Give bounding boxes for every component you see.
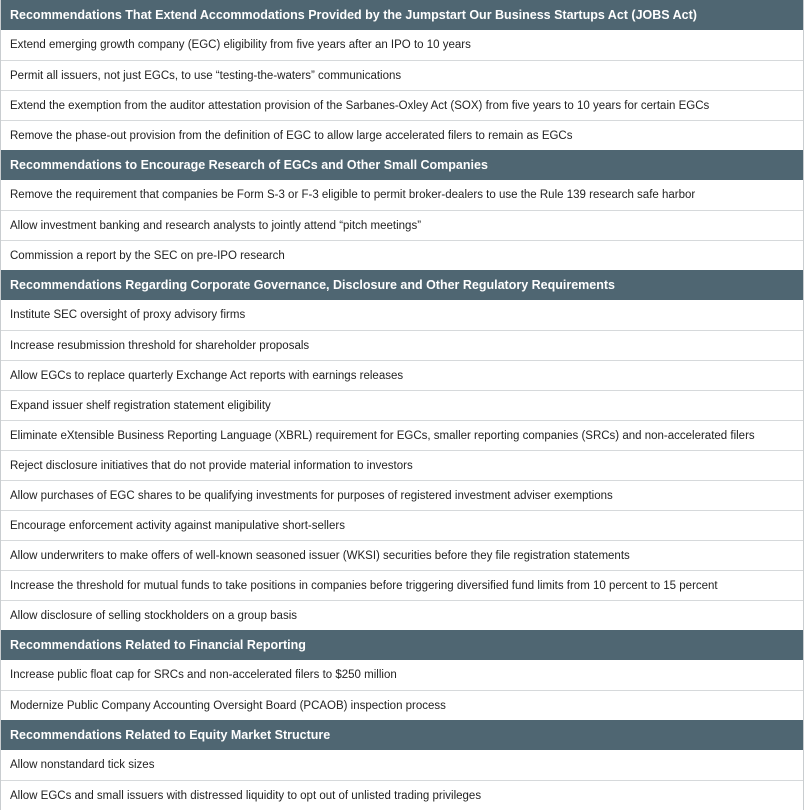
table-row: Allow underwriters to make offers of well-known seasoned issuer (WKSI) securities before they file registration statements <box>1 540 803 570</box>
section-header: Recommendations Related to Equity Market Structure <box>1 720 803 750</box>
table-row: Extend emerging growth company (EGC) eligibility from five years after an IPO to 10 years <box>1 30 803 60</box>
table-row: Permit all issuers, not just EGCs, to use “testing-the-waters” communications <box>1 60 803 90</box>
table-row: Reject disclosure initiatives that do not provide material information to investors <box>1 450 803 480</box>
section-header: Recommendations Regarding Corporate Governance, Disclosure and Other Regulatory Requirements <box>1 270 803 300</box>
table-row: Increase the threshold for mutual funds to take positions in companies before triggering diversified fund limits from 10 percent to 15 percent <box>1 570 803 600</box>
table-row: Commission a report by the SEC on pre-IPO research <box>1 240 803 270</box>
table-row: Allow investment banking and research analysts to jointly attend “pitch meetings” <box>1 210 803 240</box>
table-row: Eliminate eXtensible Business Reporting Language (XBRL) requirement for EGCs, smaller reporting companies (SRCs) and non-accelerated filers <box>1 420 803 450</box>
table-row: Modernize Public Company Accounting Oversight Board (PCAOB) inspection process <box>1 690 803 720</box>
table-row: Remove the requirement that companies be Form S-3 or F-3 eligible to permit broker-dealers to use the Rule 139 research safe harbor <box>1 180 803 210</box>
table-row: Encourage enforcement activity against manipulative short-sellers <box>1 510 803 540</box>
table-row: Extend the exemption from the auditor attestation provision of the Sarbanes-Oxley Act (SOX) from five years to 10 years for certain EGCs <box>1 90 803 120</box>
table-row: Remove the phase-out provision from the definition of EGC to allow large accelerated filers to remain as EGCs <box>1 120 803 150</box>
table-row: Allow EGCs and small issuers with distressed liquidity to opt out of unlisted trading privileges <box>1 780 803 810</box>
section-header: Recommendations to Encourage Research of EGCs and Other Small Companies <box>1 150 803 180</box>
section-header: Recommendations That Extend Accommodations Provided by the Jumpstart Our Business Startups Act (JOBS Act) <box>1 0 803 30</box>
table-row: Increase resubmission threshold for shareholder proposals <box>1 330 803 360</box>
table-row: Allow nonstandard tick sizes <box>1 750 803 780</box>
table-row: Institute SEC oversight of proxy advisory firms <box>1 300 803 330</box>
table-row: Allow EGCs to replace quarterly Exchange Act reports with earnings releases <box>1 360 803 390</box>
table-row: Increase public float cap for SRCs and non-accelerated filers to $250 million <box>1 660 803 690</box>
table-row: Expand issuer shelf registration statement eligibility <box>1 390 803 420</box>
table-row: Allow disclosure of selling stockholders on a group basis <box>1 600 803 630</box>
section-header: Recommendations Related to Financial Reporting <box>1 630 803 660</box>
table-row: Allow purchases of EGC shares to be qualifying investments for purposes of registered investment adviser exemptions <box>1 480 803 510</box>
